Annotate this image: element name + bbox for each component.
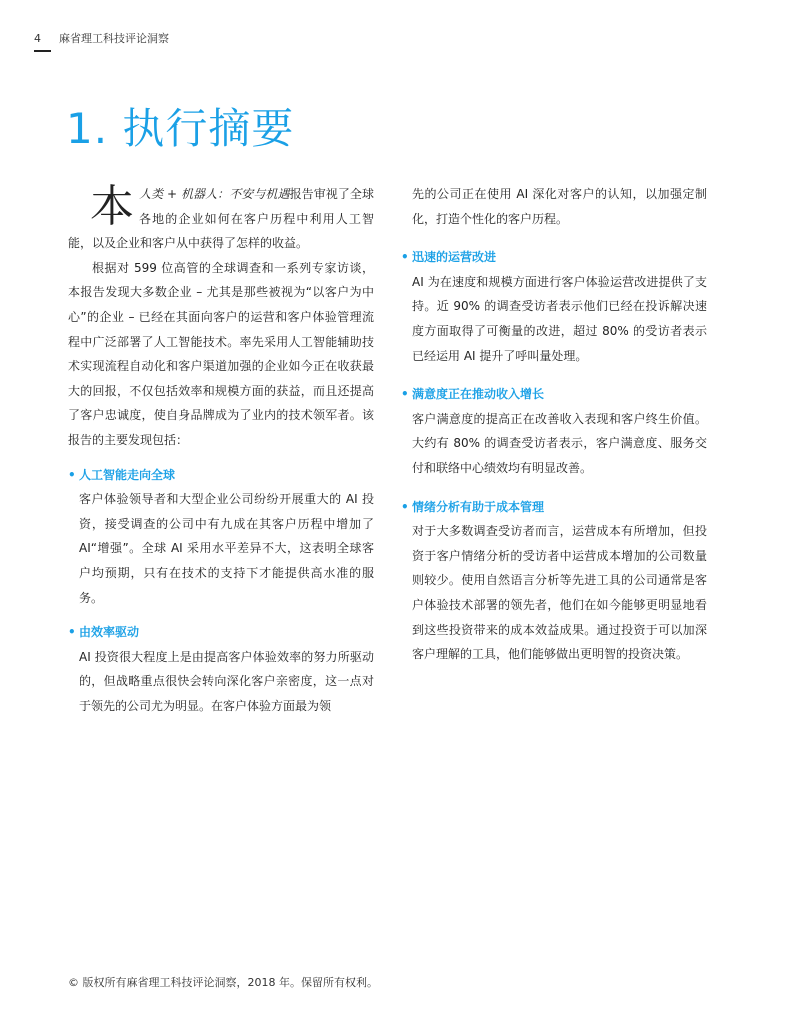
finding-body: 客户体验领导者和大型企业公司纷纷开展重大的 AI 投资，接受调查的公司中有九成在其客户历程中增加了 AI“增强”。全球 AI 采用水平差异不大，这表明全球客户均预期，只有在技术的支持下才能提供高水准的服务。 (79, 492, 374, 605)
finding-heading: • 人工智能走向全球 (68, 463, 374, 488)
left-column (68, 182, 374, 718)
finding-heading: • 满意度正在推动收入增长 (401, 382, 707, 407)
bullet-icon: • (401, 387, 409, 402)
report-title-italic: 人类 + 机器人：不安与机遇 (139, 187, 290, 201)
finding-heading: • 由效率驱动 (68, 620, 374, 645)
dropcap: 本 (90, 181, 134, 232)
page-title: 1. 执行摘要 (66, 104, 295, 153)
bullet-icon: • (68, 467, 76, 482)
copyright-footer: © 版权所有麻省理工科技评论洞察，2018 年。保留所有权利。 (68, 976, 378, 989)
finding-body: 对于大多数调查受访者而言，运营成本有所增加，但投资于客户情绪分析的受访者中运营成本增加的公司数量则较少。使用自然语言分析等先进工具的公司通常是客户体验技术部署的领先者，他们在如今能够更明显地看到这些投资带来的成本效益成果。通过投资于可以加深客户理解的工具，他们能够做出更明智的投资决策。 (412, 524, 707, 662)
bullet-icon: • (401, 250, 409, 265)
finding-heading: • 情绪分析有助于成本管理 (401, 495, 707, 520)
publication-name: 麻省理工科技评论洞察 (59, 32, 169, 45)
intro-text: 报告审视了全球各地的企业如何在客户历程中利用人工智能，以及企业和客户从中获得了怎样的收益。 (68, 187, 374, 251)
finding-body: 客户满意度的提高正在改善收入表现和客户终生价值。大约有 80% 的调查受访者表示，客户满意度、服务交付和联络中心绩效均有明显改善。 (412, 411, 707, 475)
header-rule (34, 50, 51, 52)
page-number: 4 (34, 32, 41, 45)
page-header (34, 30, 169, 46)
finding-body: AI 投资很大程度上是由提高客户体验效率的努力所驱动的，但战略重点很快会转向深化客户亲密度，这一点对于领先的公司尤为明显。在客户体验方面最为领 (79, 649, 374, 713)
right-column (401, 182, 707, 667)
intro-paragraph (68, 182, 374, 256)
finding-body-continued: 先的公司正在使用 AI 深化对客户的认知，以加强定制化，打造个性化的客户历程。 (412, 187, 707, 226)
finding-body: AI 为在速度和规模方面进行客户体验运营改进提供了支持。近 90% 的调查受访者表示他们已经在投诉解决速度方面取得了可衡量的改进，超过 80% 的受访者表示已经运用 AI 提升了呼叫量处理。 (412, 274, 707, 363)
finding-heading: • 迅速的运营改进 (401, 245, 707, 270)
bullet-icon: • (401, 499, 409, 514)
intro-paragraph-2: 根据对 599 位高管的全球调查和一系列专家访谈，本报告发现大多数企业 – 尤其是那些被视为“以客户为中心”的企业 – 已经在其面向客户的运营和客户体验管理流程中广泛部署了人工智能技术。率先采用人工智能辅助技术实现流程自动化和客户渠道加强的企业如今正在收获最大的回报，不仅包括效率和规模方面的获益，而且还提高了客户忠诚度，使自身品牌成为了业内的技术领军者。该报告的主要发现包括： (68, 260, 374, 447)
bullet-icon: • (68, 625, 76, 640)
